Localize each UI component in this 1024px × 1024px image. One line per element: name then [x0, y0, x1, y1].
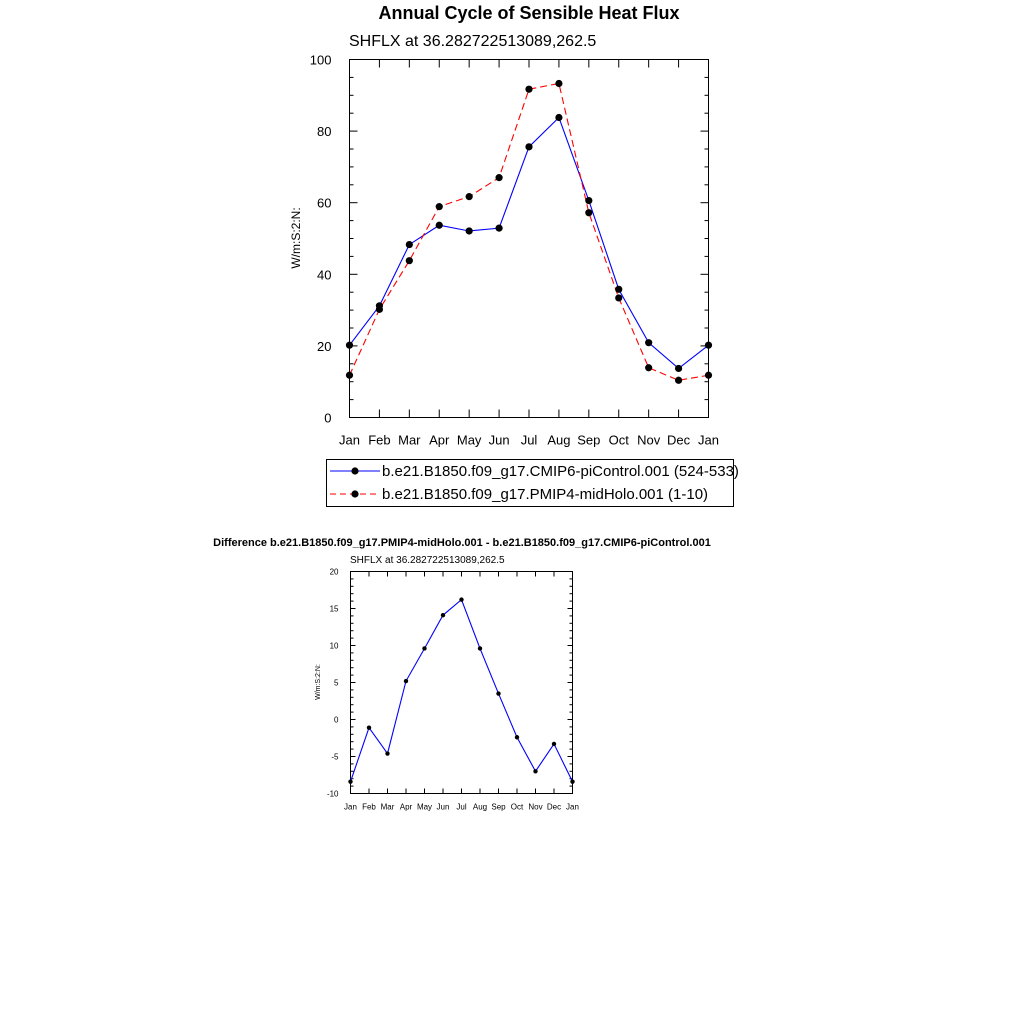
y-tick-label: 80: [317, 124, 332, 140]
series-2-point: [495, 174, 502, 181]
y-tick-label: 40: [317, 267, 332, 283]
x-tick-label: Jan: [566, 802, 579, 812]
chart-subtitle: SHFLX at 36.282722513089,262.5: [349, 33, 597, 50]
chart-title: Annual Cycle of Sensible Heat Flux: [378, 3, 680, 23]
series-line-2: [350, 83, 709, 380]
x-tick-label: Mar: [398, 432, 421, 448]
x-tick-label: Jan: [344, 802, 357, 812]
x-tick-label: Jul: [456, 802, 467, 812]
y-tick-label: 20: [317, 338, 332, 354]
y-tick-label: 60: [317, 195, 332, 211]
axis-ticks: [310, 53, 719, 448]
x-tick-label: Dec: [667, 432, 691, 448]
y-tick-label: 10: [329, 641, 339, 651]
x-tick-label: Apr: [399, 802, 413, 812]
x-tick-label: Feb: [368, 432, 391, 448]
series-1-point: [552, 742, 556, 746]
y-tick-label: 5: [334, 678, 339, 688]
x-tick-label: Aug: [472, 802, 488, 812]
series-1-point: [496, 691, 500, 695]
series-line-1: [350, 118, 709, 369]
series-2-point: [675, 377, 682, 384]
series-1-point: [346, 342, 353, 349]
series-1-point: [406, 241, 413, 248]
legend-entry-midholo: [330, 486, 708, 503]
plot-frame: [350, 60, 709, 418]
series-1-point: [385, 751, 389, 755]
legend-marker-midholo: [351, 490, 358, 497]
x-tick-label: Jul: [520, 432, 538, 448]
main-chart: [289, 3, 719, 448]
x-tick-label: Sep: [577, 432, 601, 448]
series-1-point: [615, 286, 622, 293]
difference-plot-frame: [351, 572, 573, 794]
series-2-point: [615, 294, 622, 301]
x-tick-label: Oct: [510, 802, 524, 812]
legend-entry-control: [330, 463, 739, 480]
series-1-point: [441, 613, 445, 617]
series-1-point: [422, 646, 426, 650]
series-2-point: [346, 372, 353, 379]
series-1-point: [495, 225, 502, 232]
series-1-point: [675, 365, 682, 372]
series-2-point: [436, 203, 443, 210]
x-tick-label: Oct: [608, 432, 629, 448]
legend-label-control: b.e21.B1850.f09_g17.CMIP6-piControl.001 (524-533): [382, 463, 739, 480]
series-1-point: [705, 342, 712, 349]
difference-chart-subtitle: SHFLX at 36.282722513089,262.5: [350, 555, 505, 566]
x-tick-label: Aug: [547, 432, 571, 448]
series-1-point: [367, 725, 371, 729]
series-2-point: [466, 193, 473, 200]
x-tick-label: Dec: [546, 802, 562, 812]
difference-chart: [213, 537, 711, 812]
x-tick-label: Jun: [488, 432, 510, 448]
series-lines: [350, 83, 709, 380]
series-1-point: [555, 114, 562, 121]
series-1-point: [515, 735, 519, 739]
series-2-point: [555, 80, 562, 87]
y-tick-label: -5: [331, 752, 339, 762]
series-2-point: [376, 306, 383, 313]
x-tick-label: Jan: [698, 432, 719, 448]
series-2-point: [705, 372, 712, 379]
series-1-point: [348, 779, 352, 783]
difference-series-markers: [348, 597, 574, 783]
series-1-point: [459, 597, 463, 601]
series-1-point: [404, 679, 408, 683]
series-1-point: [585, 197, 592, 204]
difference-y-axis-label: W/m:S:2:N:: [315, 664, 322, 700]
series-1-point: [570, 779, 574, 783]
x-tick-label: Feb: [362, 802, 376, 812]
series-2-point: [406, 257, 413, 264]
y-tick-label: -10: [326, 789, 339, 799]
series-markers: [346, 80, 712, 384]
legend-label-midholo: b.e21.B1850.f09_g17.PMIP4-midHolo.001 (1-10): [382, 486, 709, 503]
x-tick-label: Sep: [491, 802, 506, 812]
y-tick-label: 0: [324, 410, 332, 426]
legend: [327, 460, 739, 507]
series-2-point: [525, 86, 532, 93]
difference-series-line: [351, 600, 573, 782]
legend-marker-control: [351, 467, 358, 474]
series-line-1: [351, 600, 573, 782]
series-1-point: [533, 769, 537, 773]
y-tick-label: 15: [329, 604, 339, 614]
x-tick-label: Jun: [436, 802, 450, 812]
x-tick-label: Apr: [429, 432, 450, 448]
series-2-point: [585, 209, 592, 216]
series-1-point: [478, 646, 482, 650]
difference-chart-title: Difference b.e21.B1850.f09_g17.PMIP4-midHolo.001 - b.e21.B1850.f09_g17.CMIP6-piControl.001: [213, 537, 711, 549]
y-tick-label: 20: [329, 567, 339, 577]
x-tick-label: Mar: [380, 802, 395, 812]
x-tick-label: May: [456, 432, 482, 448]
x-tick-label: Nov: [637, 432, 661, 448]
series-1-point: [645, 339, 652, 346]
y-tick-label: 100: [309, 52, 332, 68]
y-tick-label: 0: [334, 715, 339, 725]
series-1-point: [466, 227, 473, 234]
x-tick-label: Jan: [339, 432, 360, 448]
y-axis-label: W/m:S:2:N:: [289, 207, 303, 269]
series-1-point: [436, 222, 443, 229]
series-2-point: [645, 364, 652, 371]
series-1-point: [525, 143, 532, 150]
difference-axis-ticks: [327, 568, 579, 812]
x-tick-label: Nov: [528, 802, 543, 812]
x-tick-label: May: [416, 802, 433, 812]
